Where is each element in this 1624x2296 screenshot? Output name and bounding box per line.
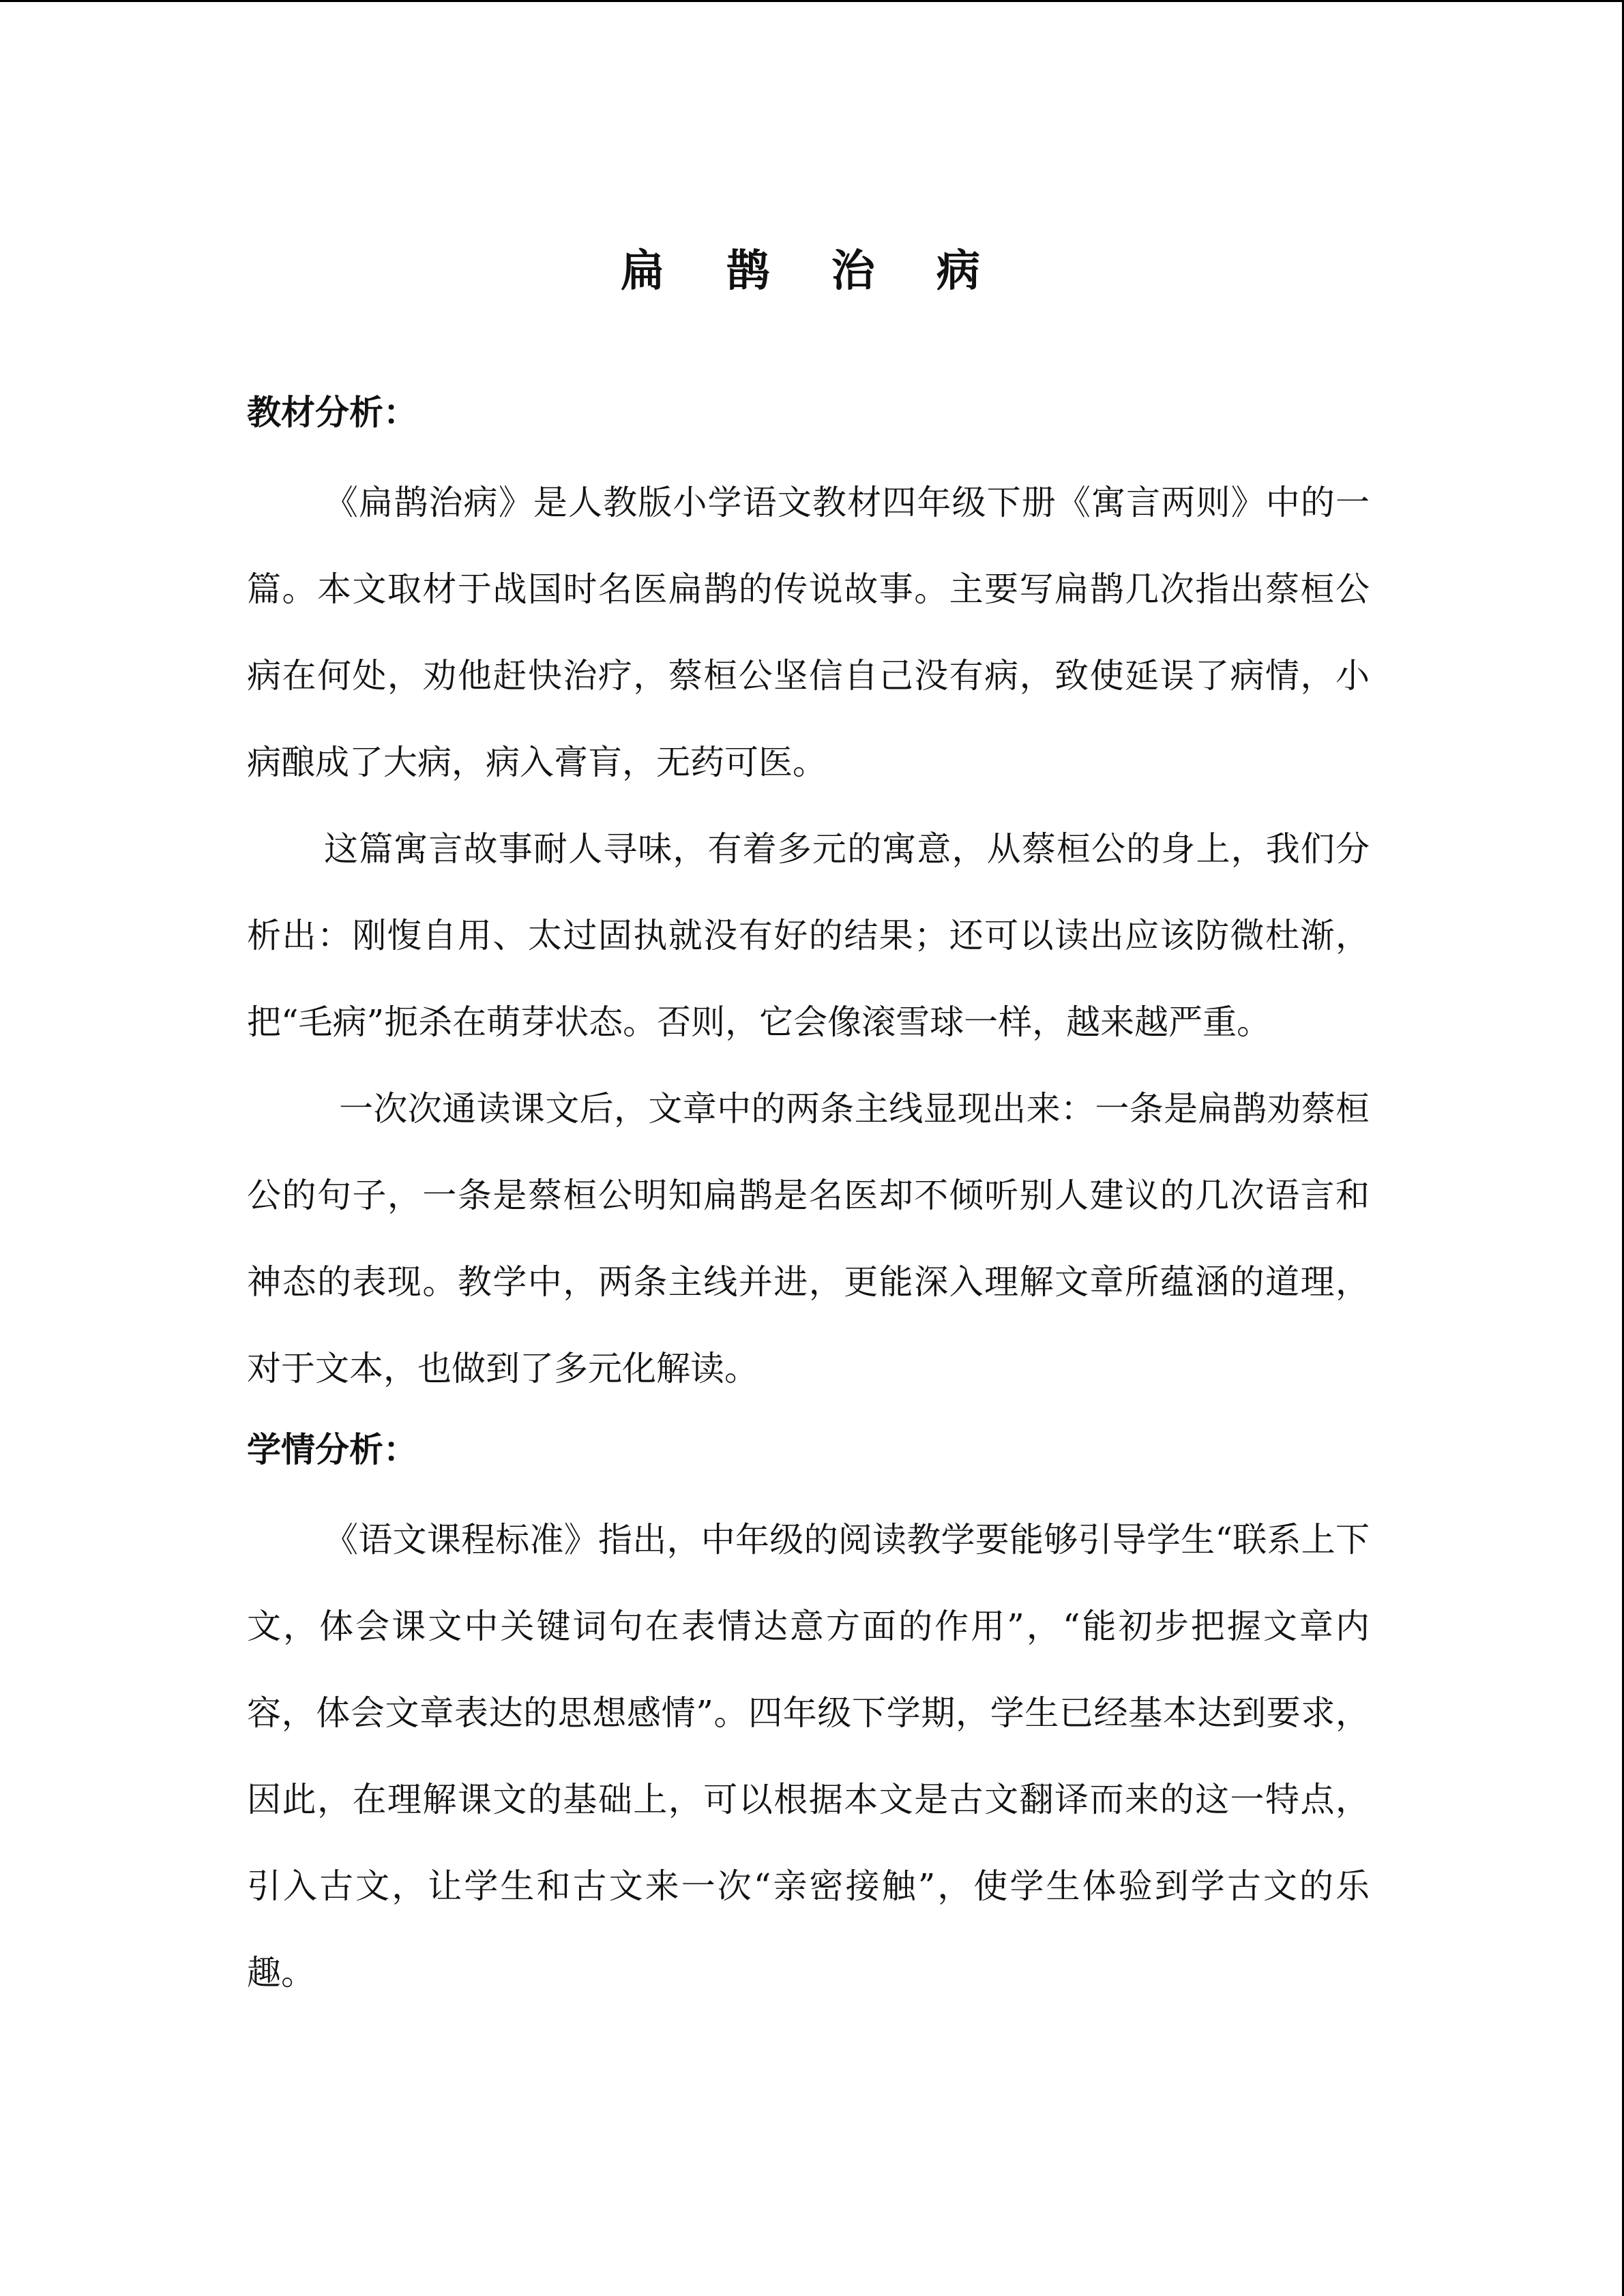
paragraph: 这篇寓言故事耐人寻味，有着多元的寓意，从蔡桓公的身上，我们分析出：刚愎自用、太过固执就没有好的结果；还可以读出应该防微杜渐，把“毛病”扼杀在萌芽状态。否则，它会像滚雪球一样，越来越严重。 — [247, 829, 1370, 1042]
section-heading-textbook-analysis: 教材分析： — [247, 392, 417, 432]
section-heading-student-analysis: 学情分析： — [247, 1429, 417, 1470]
paragraph: 《语文课程标准》指出，中年级的阅读教学要能够引导学生“联系上下文，体会课文中关键词句在表情达意方面的作用”，“能初步把握文章内容，体会文章表达的思想感情”。四年级下学期，学生已经基本达到要求，因此，在理解课文的基础上，可以根据本文是古文翻译而来的这一特点，引入古文，让学生和古文来一次“亲密接触”，使学生体验到学古文的乐趣。 — [247, 1520, 1370, 1993]
document-body — [247, 375, 1370, 2016]
document-title: 扁 鹊 治 病 — [621, 245, 1003, 297]
paragraph: 一次次通读课文后，文章中的两条主线显现出来：一条是扁鹊劝蔡桓公的句子，一条是蔡桓公明知扁鹊是名医却不倾听别人建议的几次语言和神态的表现。教学中，两条主线并进，更能深入理解文章所蕴涵的道理，对于文本，也做到了多元化解读。 — [247, 1089, 1370, 1388]
paragraph: 《扁鹊治病》是人教版小学语文教材四年级下册《寓言两则》中的一篇。本文取材于战国时名医扁鹊的传说故事。主要写扁鹊几次指出蔡桓公病在何处，劝他赶快治疗，蔡桓公坚信自己没有病，致使延误了病情，小病酿成了大病，病入膏肓，无药可医。 — [247, 483, 1370, 782]
